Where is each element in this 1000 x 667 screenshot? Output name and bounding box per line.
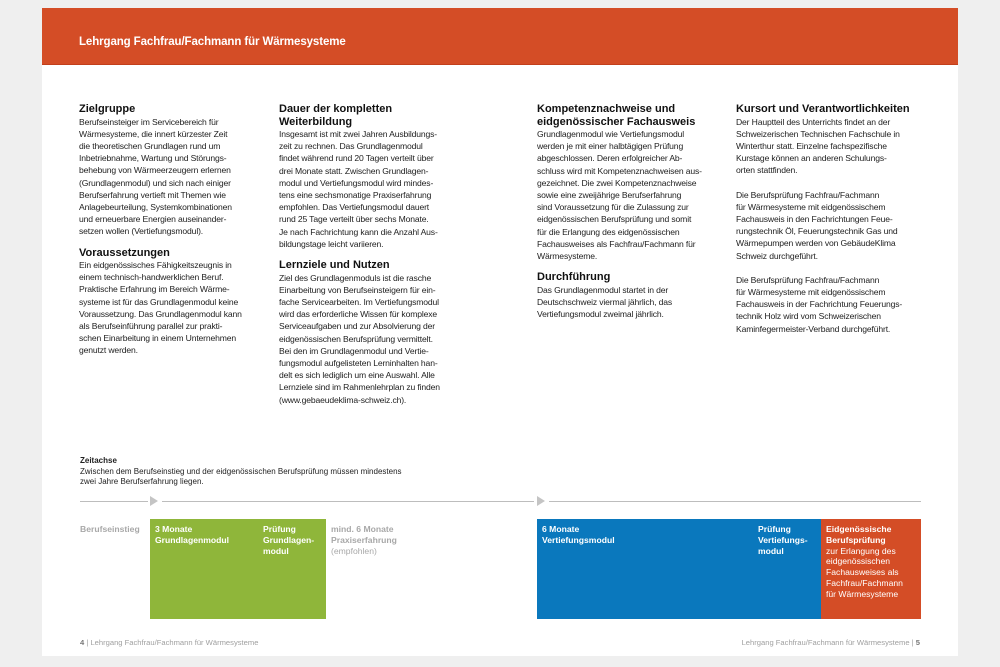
timeline-intro [80, 456, 402, 488]
section-voraussetzungen [79, 247, 261, 357]
praxiserfahrung-label: mind. 6 Monate Praxiserfahrung (empfohlen) [331, 524, 397, 556]
page-number-right: 5 [915, 638, 920, 647]
grundlagenmodul-exam-label: Prüfung Grundlagen- modul [263, 524, 315, 556]
section-dauer [279, 103, 461, 250]
grundlagenmodul-block [150, 519, 326, 619]
section-heading: Kompetenznachweise und eidgenössischer Fachausweis [537, 103, 696, 128]
section-body: Das Grundlagenmodul startet in der Deutschschweiz viermal jährlich, das Vertiefungsmodul zweimal jährlich. [537, 284, 673, 320]
footer-left [80, 638, 258, 647]
section-lernziele [279, 259, 461, 406]
section-body: Der Hauptteil des Unterrichts findet an der Schweizerischen Technischen Fachschule in Winterthur statt. Einzelne fachspezifische Kurstage können an anderen Schulungs- orten stattfinden. [736, 116, 900, 176]
section-body: Ziel des Grundlagenmoduls ist die rasche Einarbeitung von Berufseinsteigern für ein- fache Servicearbeiten. Im Vertiefungsmodul wird das erforderliche Wissen für komplexe Serviceaufgaben und zur Absolvierung der eidgenössischen Berufsprüfung vermittelt. Bei den im Grundlagenmodul und Vertie- fungsmodul aufgelisteten Lerninhalten han- delt es sich lediglich um eine Auswahl. Alle Lernziele sind im Rahmenlehrplan zu finden (www.gebaeudeklima-schweiz.ch). [279, 272, 440, 405]
column-kompetenz [537, 103, 719, 329]
page-number-left: 4 [80, 638, 85, 647]
section-body: Grundlagenmodul wie Vertiefungsmodul werden je mit einer halbtägigen Prüfung abgeschlossen. Deren erfolgreicher Ab- schluss wird mit Kompetenznachweisen aus- gezeichnet. Die zwei Kompetenznachweise sowie eine zweijährige Berufserfahrung sind Voraussetzung für die Zulassung zur eidgenössischen Berufsprüfung und somit für die Erlangung des eidgenössischen Fachausweises als Fachfrau/Fachmann für Wärmesysteme. [537, 129, 702, 262]
section-body: Ein eidgenössisches Fähigkeitszeugnis in einem technisch-handwerklichen Beruf. Praktische Erfahrung im Bereich Wärme- systeme ist für das Grundlagenmodul keine Voraussetzung. Das Grundlagenmodul kann als Berufseinführung parallel zur prakti- schen Einarbeitung in einem Unternehmen genutzt werden. [79, 260, 242, 356]
column-kursort [736, 103, 926, 344]
brochure-spread [42, 8, 958, 656]
section-kursort [736, 103, 926, 335]
timeline-arrow-icon [150, 496, 158, 506]
berufspruefung-label: Eidgenössische Berufsprüfung zur Erlangung des eidgenössischen Fachausweises als Fachfrau/Fachmann für Wärmesysteme [826, 524, 903, 599]
column-zielgruppe [79, 103, 261, 366]
section-heading: Lernziele und Nutzen [279, 259, 390, 272]
timeline-start-label: Berufseinstieg [80, 524, 140, 534]
section-heading: Kursort und Verantwortlichkeiten [736, 103, 910, 115]
timeline-title: Zeitachse [80, 456, 117, 465]
section-heading: Zielgruppe [79, 103, 136, 115]
footer-right [742, 638, 920, 647]
section-heading: Durchführung [537, 271, 611, 284]
section-body-paragraph-2: Die Berufsprüfung Fachfrau/Fachmann für Wärmesysteme mit eidgenössischem Fachausweis in den Fachrichtungen Feue- rungstechnik Öl, Feuerungstechnik Gas und Wärmepumpen werden von GebäudeKlima Schweiz durchgeführt. [736, 189, 898, 261]
section-body: Berufseinsteiger im Servicebereich für Wärmesysteme, die innert kürzester Zeit die theoretischen Grundlagen rund um Inbetriebnahme, Wartung und Störungs- behebung von Wärmeerzeugern erlernen (Grundlagenmodul) und sich nach einiger Berufserfahrung vertieft mit Themen wie Anlagebeurteilung, Systemkombinationen und erneuerbare Energien auseinander- setzen wollen (Vertiefungsmodul). [79, 116, 232, 237]
header-title: Lehrgang Fachfrau/Fachmann für Wärmesysteme [79, 36, 346, 48]
section-kompetenznachweise [537, 103, 719, 262]
timeline-line [549, 501, 921, 502]
vertiefungsmodul-exam-label: Prüfung Vertiefungs- modul [758, 524, 808, 556]
section-durchfuehrung [537, 271, 719, 320]
section-body-paragraph-3: Die Berufsprüfung Fachfrau/Fachmann für Wärmesysteme mit eidgenössischem Fachausweis in der Fachrichtung Feuerungs- technik Holz wird vom Schweizerischen Kaminfegermeister-Verband durchgeführt. [736, 274, 903, 334]
header-bar [42, 8, 958, 65]
vertiefungsmodul-label: 6 Monate Vertiefungsmodul [542, 524, 615, 545]
column-dauer [279, 103, 461, 415]
footer-left-text: | Lehrgang Fachfrau/Fachmann für Wärmesysteme [86, 638, 259, 647]
timeline-arrow-icon [537, 496, 545, 506]
section-heading: Voraussetzungen [79, 246, 170, 259]
website-link[interactable]: (www.gebaeudeklima-schweiz.ch). [279, 394, 407, 405]
timeline-line [80, 501, 148, 502]
section-heading: Dauer der kompletten Weiterbildung [279, 103, 393, 128]
grundlagenmodul-label: 3 Monate Grundlagenmodul [155, 524, 229, 545]
section-body: Insgesamt ist mit zwei Jahren Ausbildungs- zeit zu rechnen. Das Grundlagenmodul findet während rund 20 Tagen verteilt über drei Monate statt. Zwischen Grundlagen- modul und Vertiefungsmodul wird mindes- tens eine sechsmonatige Praxiserfahrung empfohlen. Das Vertiefungsmodul dauert rund 25 Tage verteilt über sechs Monate. Je nach Fachrichtung kann die Anzahl Aus- bildungstage leicht variieren. [279, 129, 438, 249]
footer-right-text: Lehrgang Fachfrau/Fachmann für Wärmesysteme | [741, 638, 914, 647]
section-zielgruppe [79, 103, 261, 238]
vertiefungsmodul-block [537, 519, 821, 619]
berufspruefung-block [821, 519, 921, 619]
timeline-line [162, 501, 534, 502]
timeline-description: Zwischen dem Berufseinstieg und der eidgenössischen Berufsprüfung müssen mindestens zwei Jahre Berufserfahrung liegen. [80, 466, 402, 486]
